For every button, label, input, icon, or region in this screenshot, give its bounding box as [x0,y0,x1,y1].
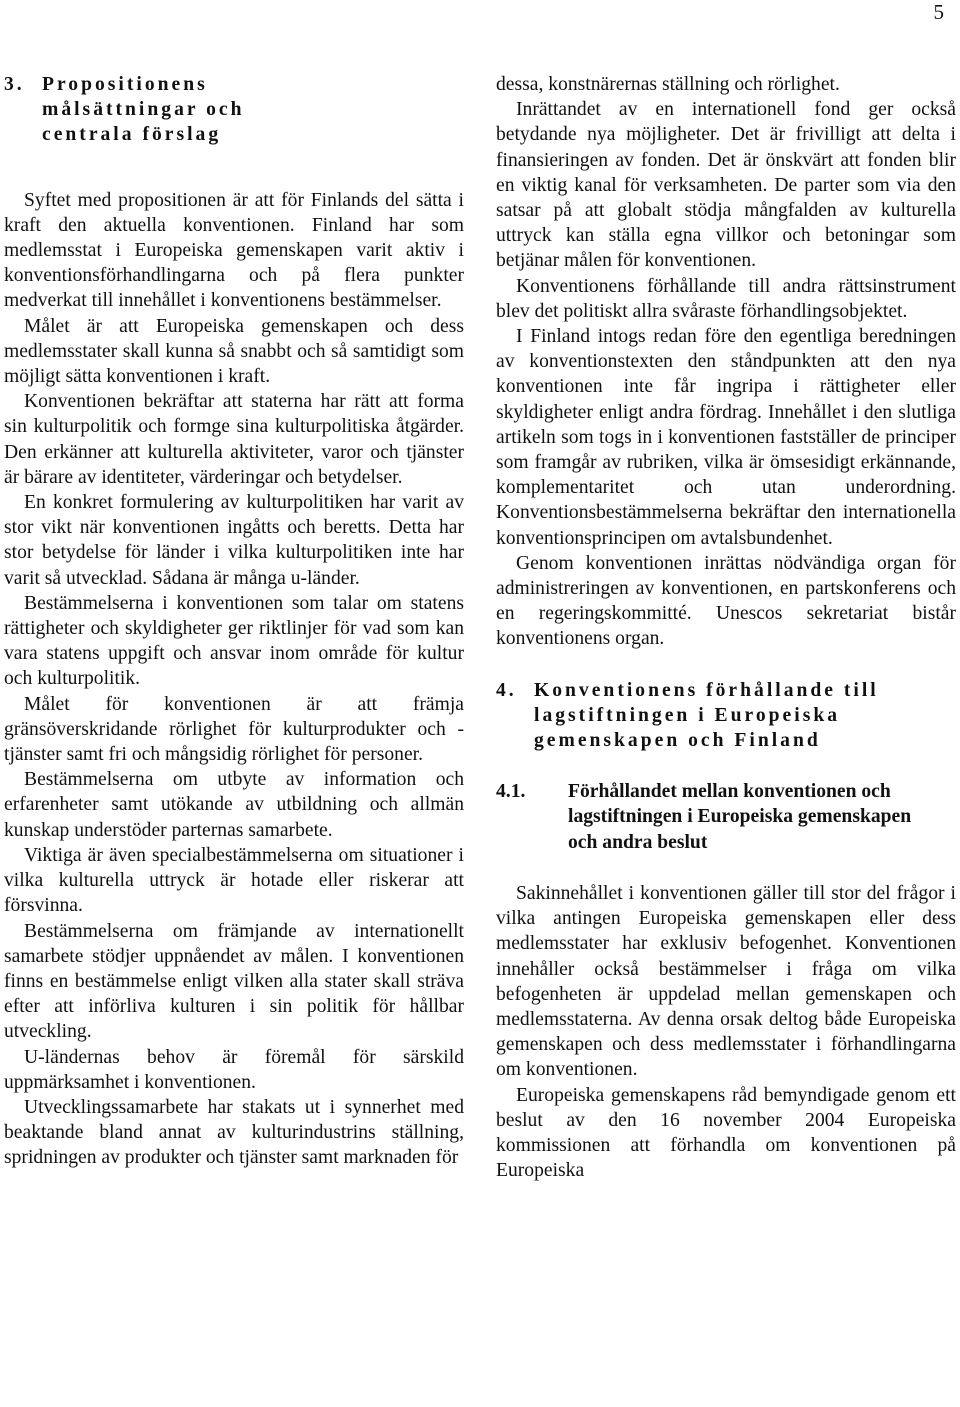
paragraph: Genom konventionen inrättas nödvändiga organ för administreringen av konventionen, en partskonferens och en regeringskommitté. Unescos sekretariat bistår konventionens organ. [496,552,956,650]
paragraph: Viktiga är även specialbestämmelserna om situationer i vilka kulturella uttryck är hotade eller riskerar att försvinna. [4,844,464,917]
paragraph: Utvecklingssamarbete har stakats ut i synnerhet med beaktande bland annat av kulturindustrins ställning, spridningen av produkter och tjänster samt marknaden för [4,1096,464,1169]
section-3-title: Propositionens målsättningar och centrala förslag [42,74,245,146]
section-4-1-heading [496,779,956,855]
section-4-number: 4. [496,679,517,701]
paragraph: Bestämmelserna om utbyte av information och erfarenheter samt utökande av utbildning och allmän kunskap understöder parternas samarbete. [4,769,464,841]
paragraph: En konkret formulering av kulturpolitiken har varit av stor vikt när konventionen ingåtts och beretts. Detta har stor betydelse för länder i vilka kulturpolitiken inte har varit så utvecklad. Sådana är många u-länder. [4,492,464,589]
page-number: 5 [933,0,944,24]
section-4-title: Konventionens förhållande till lagstiftningen i Europeiska gemenskapen och Finland [534,679,879,752]
right-column [496,72,956,1183]
section-4-1-number: 4.1. [496,781,526,803]
section-3-number: 3. [4,74,25,95]
section-4-1-title: Förhållandet mellan konventionen och lagstiftningen i Europeiska gemenskapen och andra beslut [568,781,912,853]
paragraph: Syftet med propositionen är att för Finlands del sätta i kraft den aktuella konventionen. Finland har som medlemsstat i Europeiska gemenskapen varit aktiv i konventionsförhandlingarna och på flera punkter medverkat till innehållet i konventionens bestämmelser. [4,189,464,312]
paragraph: Sakinnehållet i konventionen gäller till stor del frågor i vilka antingen Europeiska gemenskapen eller dess medlemsstater har exklusiv befogenhet. Konventionen innehåller också bestämmelser i fråga om vilka befogenheten är uppdelad mellan gemenskapen och medlemsstaterna. Av denna orsak deltog både Europeiska gemenskapen och dess medlemsstater i förhandlingarna om konventionen. [496,882,956,1081]
paragraph: Konventionen bekräftar att staterna har rätt att forma sin kulturpolitik och formge sina kulturpolitiska åtgärder. Den erkänner att kulturella aktiviteter, varor och tjänster är bärare av identiteter, värderingar och betydelser. [4,391,464,488]
paragraph: dessa, konstnärernas ställning och rörlighet. [496,74,840,95]
paragraph: U-ländernas behov är föremål för särskild uppmärksamhet i konventionen. [4,1046,464,1093]
paragraph: I Finland intogs redan före den egentliga beredningen av konventionstexten den ståndpunkten att den nya konventionen inte får ingripa i rättigheter eller skyldigheter enligt andra fördrag. Innehållet i den slutliga artikeln som togs in i konventionen fastställer de principer som framgår av rubriken, vilka är ömsesidigt erkännande, komplementaritet och utan underordning. Konventionsbestämmelserna bekräftar den internationella konventionsprincipen om avtalsbundenhet. [496,326,956,549]
paragraph: Europeiska gemenskapens råd bemyndigade genom ett beslut av den 16 november 2004 Europeiska kommissionen att förhandla om konventionen på Europeiska [496,1084,956,1182]
paragraph: Konventionens förhållande till andra rättsinstrument blev det politiskt allra svåraste förhandlingsobjektet. [496,275,956,322]
paragraph: Inrättandet av en internationell fond ger också betydande nya möjligheter. Det är frivilligt att delta i finansieringen av fonden. Det är önskvärt att fonden blir en viktig kanal för verksamheten. De parter som via den satsar på att globalt stödja mångfalden av kulturella uttryck kan ställa egna villkor och betoningar som betjänar målen för konventionen. [496,99,956,272]
paragraph: Målet för konventionen är att främja gränsöverskridande rörlighet för kulturprodukter och -tjänster samt fri och mångsidig rörlighet för personer. [4,693,464,766]
section-3-heading [4,72,464,148]
left-column [4,72,464,1171]
paragraph: Bestämmelserna om främjande av internationellt samarbete stödjer uppnåendet av målen. I konventionen finns en bestämmelse enligt vilken alla stater skall sträva efter att införliva kulturen i sin politik för hållbar utveckling. [4,920,464,1043]
paragraph: Målet är att Europeiska gemenskapen och dess medlemsstater skall kunna så snabbt och så samtidigt som möjligt sätta konventionen i kraft. [4,315,464,388]
paragraph: Bestämmelserna i konventionen som talar om statens rättigheter och skyldigheter ger riktlinjer för vad som kan vara statens uppgift och ansvar inom område för kultur och kulturpolitik. [4,592,464,690]
section-4-heading [496,678,956,754]
